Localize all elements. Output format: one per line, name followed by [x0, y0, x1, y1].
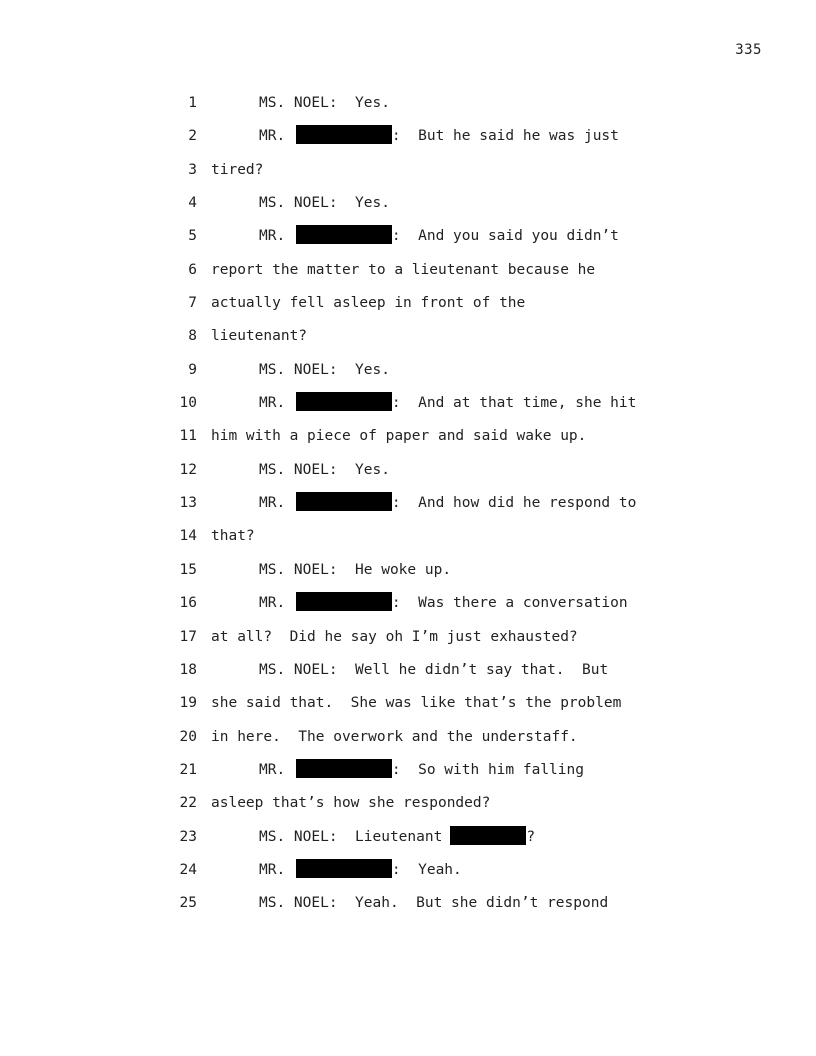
line-text	[211, 692, 621, 714]
line-text	[259, 392, 636, 414]
line-text-segment: : Yeah.	[391, 861, 462, 878]
line-text	[211, 626, 578, 648]
transcript-line	[0, 492, 816, 525]
transcript-line	[0, 592, 816, 625]
line-text	[259, 859, 462, 881]
line-text	[259, 492, 636, 514]
line-text-segment: at all? Did he say oh I’m just exhausted?	[211, 628, 578, 645]
line-text	[259, 459, 390, 481]
line-text-segment: MS. NOEL: Yes.	[259, 361, 390, 378]
line-text	[259, 559, 451, 581]
line-text-segment: ?	[526, 828, 536, 845]
line-text-segment: MR.	[259, 861, 294, 878]
transcript-line	[0, 892, 816, 925]
transcript-line	[0, 726, 816, 759]
line-text	[211, 292, 525, 314]
line-text-segment: actually fell asleep in front of the	[211, 295, 526, 312]
line-text-segment: lieutenant?	[211, 328, 308, 345]
transcript-line	[0, 292, 816, 325]
transcript-line	[0, 559, 816, 592]
line-text-segment: : And at that time, she hit	[391, 395, 637, 412]
line-text	[211, 425, 586, 447]
redaction-bar	[296, 225, 392, 244]
line-text-segment: MR.	[259, 228, 294, 245]
line-text-segment: report the matter to a lieutenant because he	[211, 261, 596, 278]
line-number: 8	[188, 328, 197, 345]
transcript-line	[0, 259, 816, 292]
line-text	[211, 525, 255, 547]
transcript-line	[0, 159, 816, 192]
line-number: 16	[179, 595, 197, 612]
transcript-line	[0, 459, 816, 492]
line-text-segment: MS. NOEL: Yes.	[259, 95, 390, 111]
line-text-segment: MR.	[259, 128, 294, 145]
transcript-line	[0, 659, 816, 692]
line-number: 5	[188, 228, 197, 245]
line-text-segment: that?	[211, 528, 255, 545]
transcript-line	[0, 792, 816, 825]
line-number: 18	[179, 661, 197, 678]
line-text	[211, 159, 263, 181]
line-text-segment: MR.	[259, 495, 294, 512]
transcript-line	[0, 525, 816, 558]
line-number: 13	[179, 495, 197, 512]
line-text-segment: MS. NOEL: Yes.	[259, 195, 390, 212]
redaction-bar	[296, 592, 392, 611]
transcript-line	[0, 692, 816, 725]
line-text	[259, 659, 608, 681]
line-text-segment: MS. NOEL: Well he didn’t say that. But	[259, 661, 609, 678]
line-number: 11	[179, 428, 197, 445]
line-number: 9	[188, 361, 197, 378]
line-text-segment: MR.	[259, 395, 294, 412]
line-number: 15	[179, 561, 197, 578]
transcript-line	[0, 425, 816, 458]
line-text-segment: MS. NOEL: Yeah. But she didn’t respond	[259, 895, 609, 912]
transcript-line	[0, 859, 816, 892]
transcript-line	[0, 225, 816, 258]
transcript-line	[0, 392, 816, 425]
redaction-bar	[450, 826, 526, 845]
line-text-segment: : So with him falling	[391, 761, 584, 778]
line-text	[259, 359, 390, 381]
redaction-bar	[296, 392, 392, 411]
line-text-segment: MR.	[259, 761, 294, 778]
line-number: 22	[179, 795, 197, 812]
line-text-segment: in here. The overwork and the understaff.	[211, 728, 578, 745]
redaction-bar	[296, 759, 392, 778]
line-number: 12	[179, 461, 197, 478]
transcript-line	[0, 325, 816, 358]
line-text	[211, 259, 595, 281]
line-number: 24	[179, 861, 197, 878]
transcript-line	[0, 192, 816, 225]
line-text	[259, 225, 619, 247]
transcript-line	[0, 759, 816, 792]
line-text-segment: asleep that’s how she responded?	[211, 795, 491, 812]
line-text	[259, 192, 390, 214]
line-number: 25	[179, 895, 197, 912]
redaction-bar	[296, 859, 392, 878]
line-text-segment: MS. NOEL: Lieutenant	[259, 828, 443, 845]
line-text	[211, 792, 490, 814]
line-text-segment: MS. NOEL: Yes.	[259, 461, 390, 478]
transcript-line	[0, 125, 816, 158]
line-text-segment: : And how did he respond to	[391, 495, 637, 512]
line-text-segment: : Was there a conversation	[391, 595, 628, 612]
transcript-line	[0, 359, 816, 392]
line-number: 21	[179, 761, 197, 778]
line-number: 19	[179, 695, 197, 712]
line-text	[211, 325, 307, 347]
transcript-line	[0, 826, 816, 859]
line-number: 20	[179, 728, 197, 745]
line-text-segment: MS. NOEL: He woke up.	[259, 561, 452, 578]
line-text-segment: MR.	[259, 595, 294, 612]
redaction-bar	[296, 125, 392, 144]
redaction-bar	[296, 492, 392, 511]
line-text	[211, 726, 578, 748]
line-text	[259, 826, 535, 848]
line-number: 23	[179, 828, 197, 845]
line-text-segment: : But he said he was just	[391, 128, 619, 145]
line-text	[259, 92, 390, 114]
line-number: 17	[179, 628, 197, 645]
line-text-segment: tired?	[211, 161, 264, 178]
line-text	[259, 892, 608, 914]
line-text-segment: him with a piece of paper and said wake up.	[211, 428, 587, 445]
line-number: 7	[188, 295, 197, 312]
transcript-body	[0, 92, 816, 926]
line-number: 10	[179, 395, 197, 412]
line-number: 1	[188, 95, 197, 111]
line-number: 2	[188, 128, 197, 145]
line-text-segment: she said that. She was like that’s the problem	[211, 695, 622, 712]
line-text	[259, 759, 584, 781]
transcript-line	[0, 92, 816, 125]
line-number: 14	[179, 528, 197, 545]
line-number: 6	[188, 261, 197, 278]
line-text	[259, 592, 628, 614]
line-text	[259, 125, 619, 147]
line-number: 3	[188, 161, 197, 178]
transcript-line	[0, 626, 816, 659]
page-number: 335	[735, 42, 762, 58]
line-number: 4	[188, 195, 197, 212]
line-text-segment: : And you said you didn’t	[391, 228, 619, 245]
